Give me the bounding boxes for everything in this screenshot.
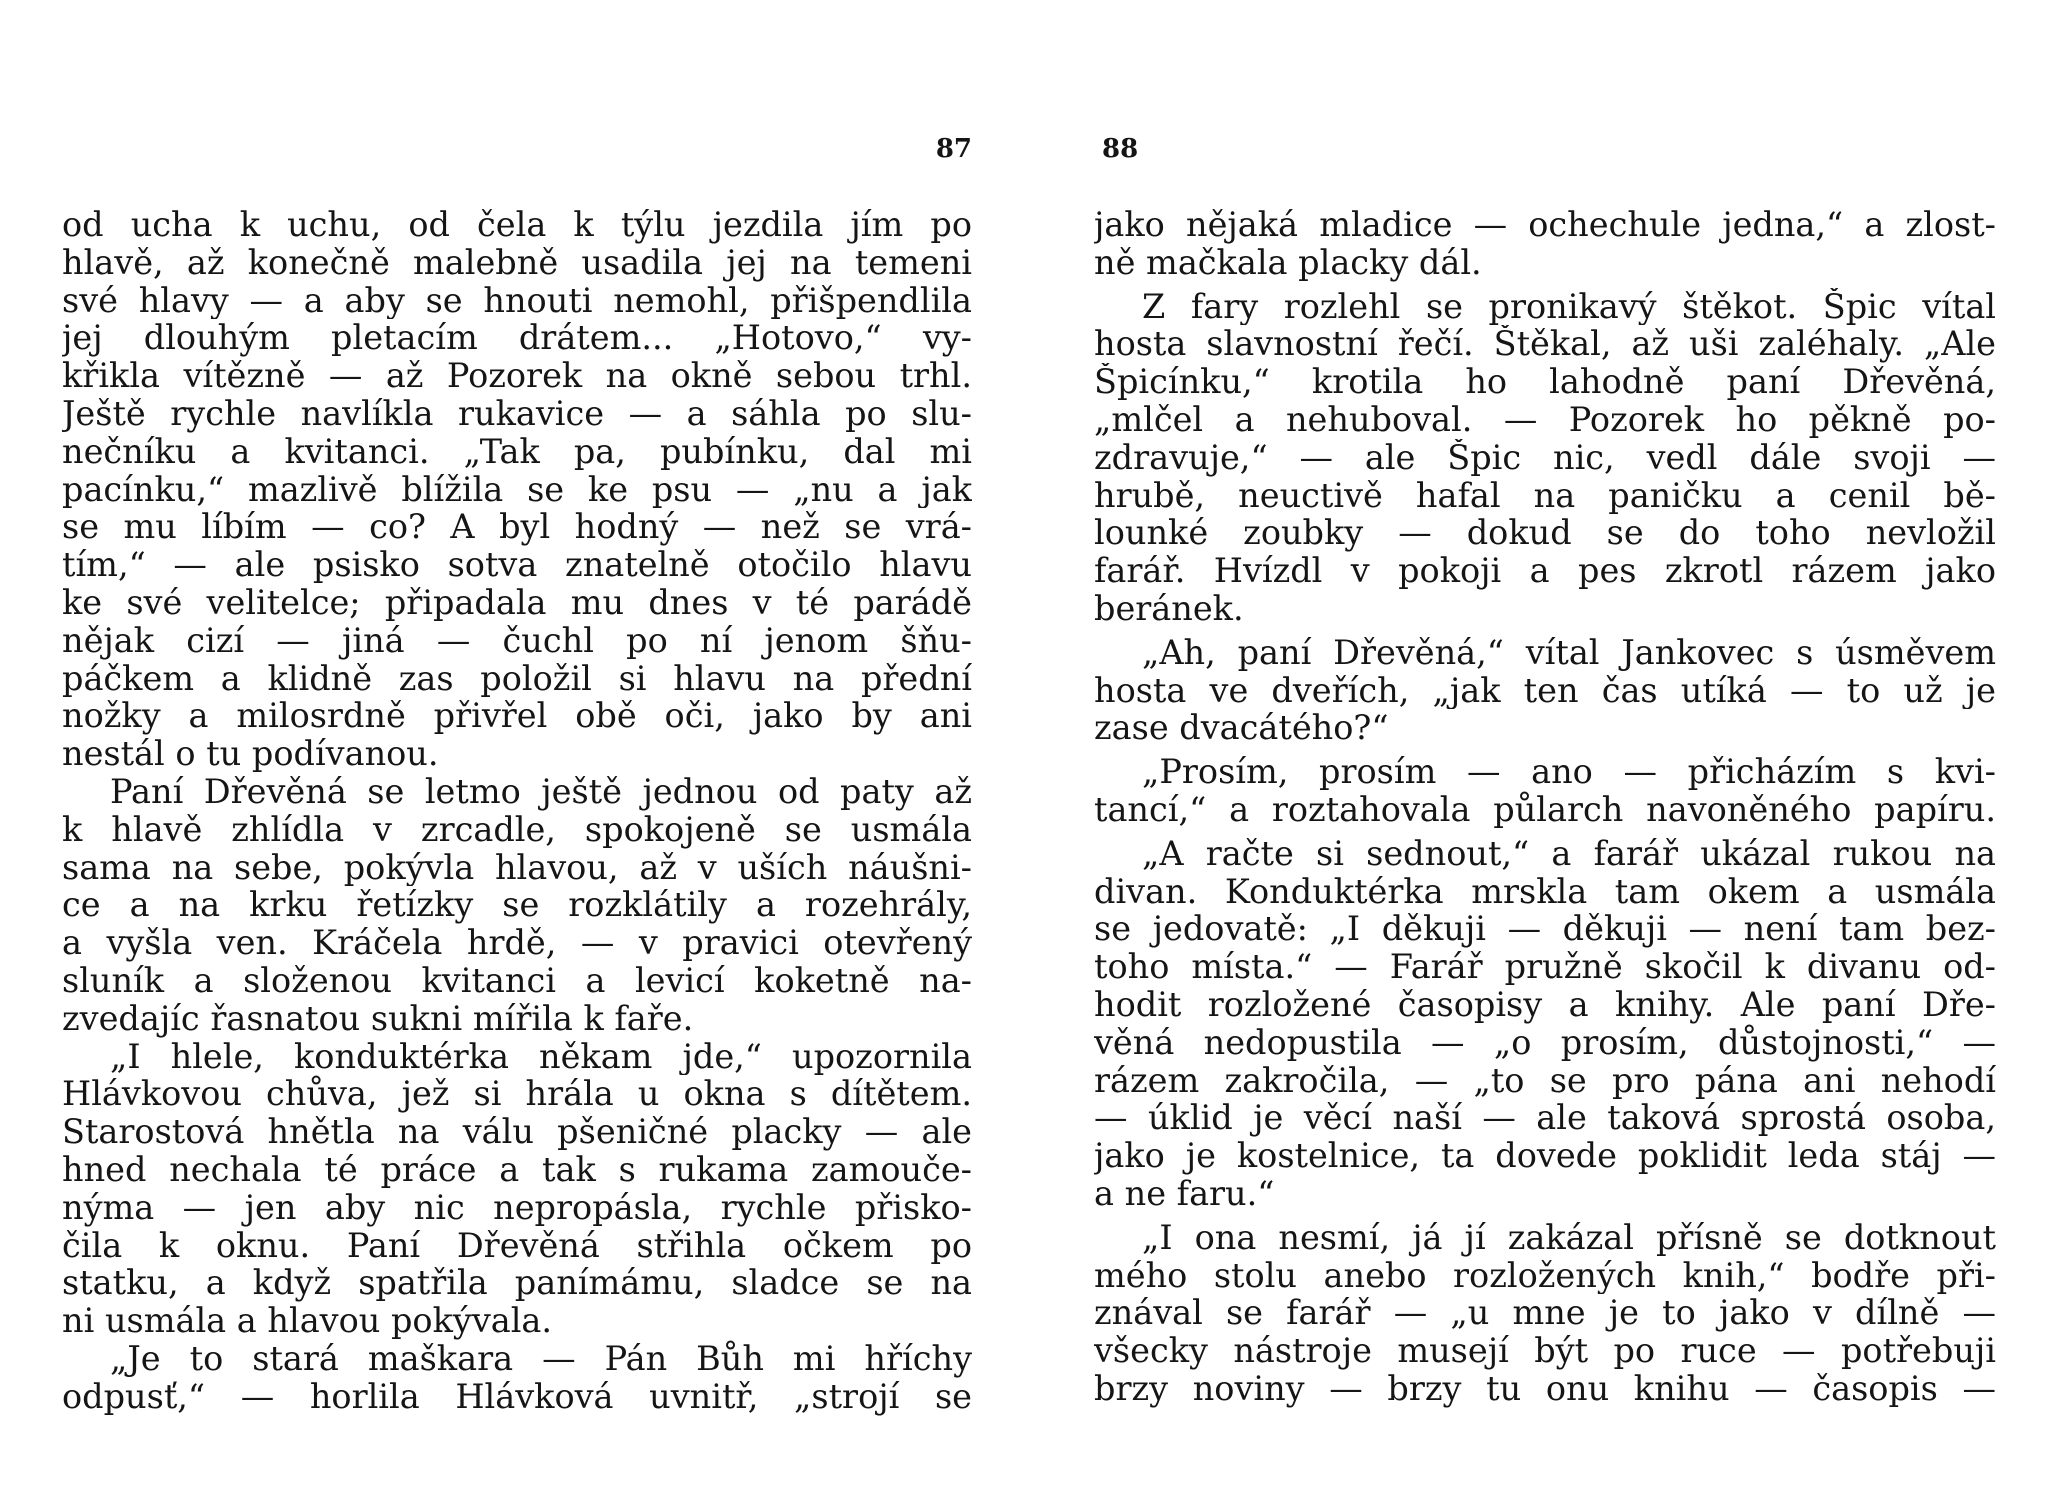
text-line: statku, a když spatřila panímámu, sladce se na: [62, 1264, 972, 1303]
text-line: pacínku,“ mazlivě blížila se ke psu — „nu a jak: [62, 470, 972, 509]
text-line: hodit rozložené časopisy a knihy. Ale paní Dře-: [1094, 985, 1996, 1024]
text-line: jako nějaká mladice — ochechule jedna,“ a zlost-: [1094, 206, 1996, 244]
page-number-right: 88: [1102, 134, 1139, 164]
text-line: odpusť,“ — horlila Hlávková uvnitř, „strojí se: [62, 1377, 972, 1416]
left-page-text: [62, 206, 972, 1416]
text-line: — úklid je věcí naší — ale taková sprostá osoba,: [1094, 1099, 1996, 1138]
text-line: nýma — jen aby nic nepropásla, rychle přisko-: [62, 1188, 972, 1227]
text-line: hosta ve dveřích, „jak ten čas utíká — to už je: [1094, 671, 1996, 710]
text-line: ke své velitelce; připadala mu dnes v té parádě: [62, 583, 972, 622]
text-line: sluník a složenou kvitanci a levicí koketně na-: [62, 961, 972, 1000]
text-line: „mlčel a nehuboval. — Pozorek ho pěkně po-: [1094, 400, 1996, 439]
text-line: hned nechala té práce a tak s rukama zamouče-: [62, 1150, 972, 1189]
right-page-text: [1094, 206, 1996, 1408]
text-line: brzy noviny — brzy tu onu knihu — časopis —: [1094, 1369, 1996, 1408]
text-line: zdravuje,“ — ale Špic nic, vedl dále svoji —: [1094, 438, 1996, 477]
text-line: hosta slavnostní řečí. Štěkal, až uši zaléhaly. „Ale: [1094, 325, 1996, 364]
text-line: ni usmála a hlavou pokývala.: [62, 1302, 553, 1340]
text-line: „Prosím, prosím — ano — přicházím s kvi-: [1142, 753, 1996, 791]
text-line: zase dvacátého?“: [1094, 709, 1389, 748]
text-line: nějak cizí — jiná — čuchl po ní jenom šňu-: [62, 621, 972, 660]
left-page: [62, 0, 972, 1500]
text-line: tancí,“ a roztahovala půlarch navoněného papíru.: [1094, 790, 1996, 829]
text-line: „A račte si sednout,“ a farář ukázal rukou na: [1142, 834, 1996, 873]
text-line: znával se farář — „u mne je to jako v dílně —: [1094, 1294, 1996, 1333]
text-line: lounké zoubky — dokud se do toho nevložil: [1094, 514, 1996, 553]
text-line: Špicínku,“ krotila ho lahodně paní Dřevěná,: [1094, 363, 1996, 401]
text-line: nožky a milosrdně přivřel obě oči, jako by ani: [62, 697, 972, 736]
text-line: nestál o tu podívanou.: [62, 735, 439, 773]
text-line: se jedovatě: „I děkuji — děkuji — není tam bez-: [1094, 910, 1996, 949]
text-line: farář. Hvízdl v pokoji a pes zkrotl rázem jako: [1094, 552, 1996, 590]
right-page: [1094, 0, 1996, 1500]
text-line: všecky nástroje musejí být po ruce — potřebuji: [1094, 1332, 1996, 1370]
text-line: čila k oknu. Paní Dřevěná střihla očkem po: [62, 1226, 972, 1265]
text-line: Z fary rozlehl se pronikavý štěkot. Špic vítal: [1142, 287, 1996, 326]
text-line: věná nedopustila — „o prosím, důstojnosti,“ —: [1094, 1023, 1996, 1062]
text-line: „I hlele, konduktérka někam jde,“ upozornila: [110, 1037, 972, 1076]
text-line: hrubě, neuctivě hafal na paničku a cenil bě-: [1094, 476, 1996, 515]
text-line: od ucha k uchu, od čela k týlu jezdila jím po: [62, 206, 972, 244]
text-line: a ne faru.“: [1094, 1174, 1275, 1213]
text-line: jako je kostelnice, ta dovede poklidit leda stáj —: [1094, 1137, 1996, 1175]
text-line: toho místa.“ — Farář pružně skočil k divanu od-: [1094, 948, 1996, 986]
text-line: jej dlouhým pletacím drátem... „Hotovo,“ vy-: [62, 319, 972, 358]
text-line: divan. Konduktérka mrskla tam okem a usmála: [1094, 872, 1996, 911]
text-line: ce a na krku řetízky se rozklátily a rozehrály,: [62, 886, 972, 925]
text-line: hlavě, až konečně malebně usadila jej na temeni: [62, 243, 972, 282]
text-line: tím,“ — ale psisko sotva znatelně otočilo hlavu: [62, 546, 972, 584]
text-line: „I ona nesmí, já jí zakázal přísně se dotknout: [1142, 1218, 1996, 1257]
text-line: páčkem a klidně zas položil si hlavu na přední: [62, 659, 972, 698]
text-line: sama na sebe, pokývla hlavou, až v uších náušni-: [62, 848, 972, 887]
text-line: rázem zakročila, — „to se pro pána ani nehodí: [1094, 1061, 1996, 1100]
text-line: Ještě rychle navlíkla rukavice — a sáhla po slu-: [62, 394, 972, 433]
text-line: nečníku a kvitanci. „Tak pa, pubínku, dal mi: [62, 432, 972, 471]
text-line: křikla vítězně — až Pozorek na okně sebou trhl.: [62, 357, 972, 395]
text-line: mého stolu anebo rozložených knih,“ bodře při-: [1094, 1256, 1996, 1295]
text-line: beránek.: [1094, 589, 1244, 628]
text-line: zvedajíc řasnatou sukni mířila k faře.: [62, 999, 694, 1038]
text-line: Starostová hnětla na válu pšeničné placky — ale: [62, 1113, 972, 1151]
text-line: ně mačkala placky dál.: [1094, 243, 1482, 282]
text-line: své hlavy — a aby se hnouti nemohl, přišpendlila: [62, 281, 972, 320]
text-line: „Je to stará maškara — Pán Bůh mi hříchy: [110, 1339, 972, 1378]
text-line: se mu líbím — co? A byl hodný — než se vrá-: [62, 508, 972, 547]
text-line: Hlávkovou chůva, jež si hrála u okna s dítětem.: [62, 1075, 972, 1114]
text-line: „Ah, paní Dřevěná,“ vítal Jankovec s úsměvem: [1142, 633, 1996, 672]
text-line: Paní Dřevěná se letmo ještě jednou od paty až: [110, 772, 972, 811]
page-number-left: 87: [935, 134, 972, 164]
text-line: k hlavě zhlídla v zrcadle, spokojeně se usmála: [62, 810, 972, 849]
text-line: a vyšla ven. Kráčela hrdě, — v pravici otevřený: [62, 924, 972, 962]
